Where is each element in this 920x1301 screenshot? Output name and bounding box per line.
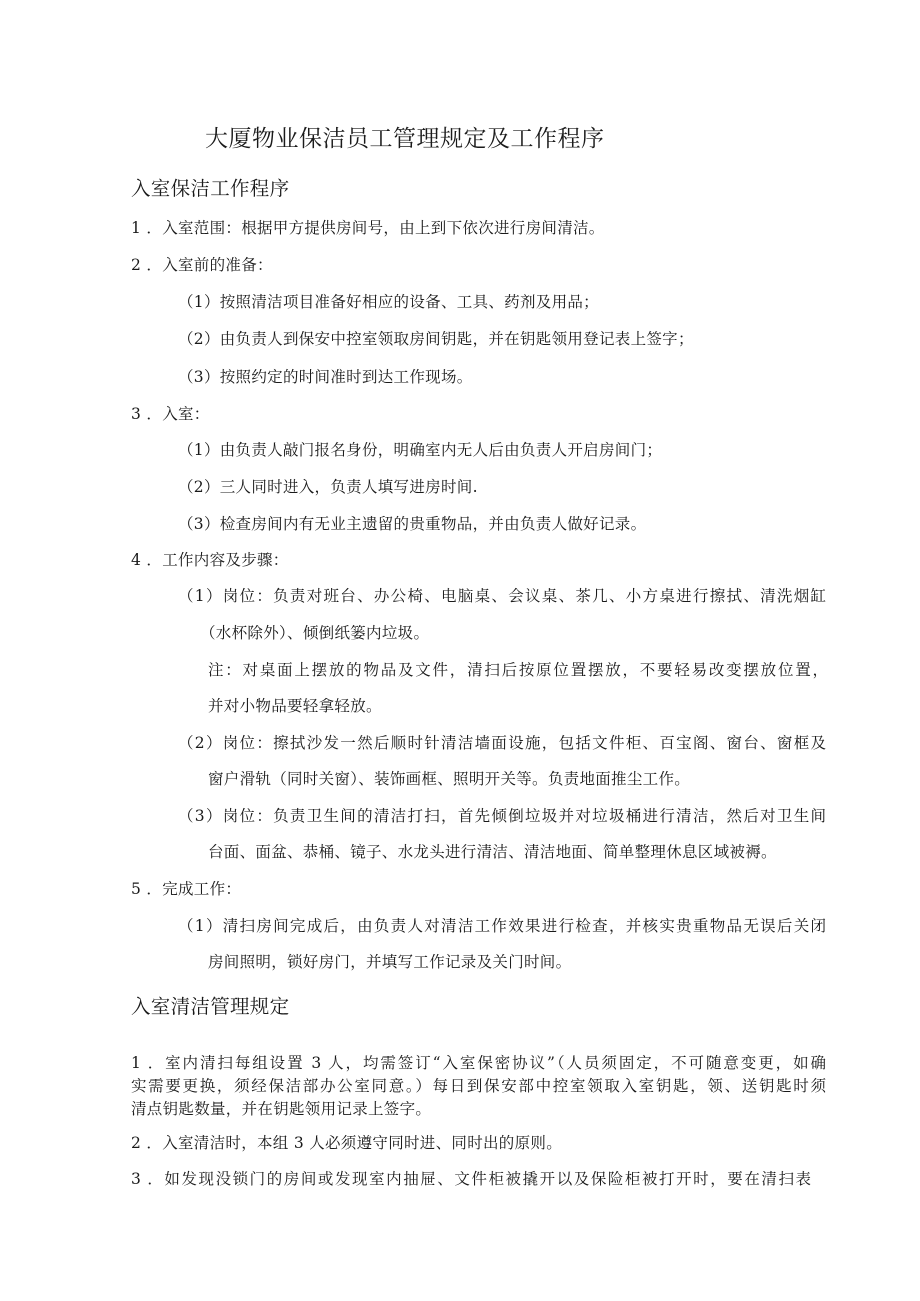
document-title: 大厦物业保洁员工管理规定及工作程序 — [205, 126, 605, 152]
rule-item-3-line1: 3 ．如发现没锁门的房间或发现室内抽屉、文件柜被撬开以及保险柜被打开时，要在清扫表 — [131, 1170, 811, 1188]
procedure-item-4-2-line2: 窗户滑轨（同时关窗）、装饰画框、照明开关等。负责地面推尘工作。 — [208, 770, 691, 788]
procedure-item-2-3: （3）按照约定的时间准时到达工作现场。 — [178, 368, 473, 386]
procedure-item-3-2: （2）三人同时进入，负责人填写进房时间. — [178, 478, 478, 496]
procedure-item-4-1-line2: （水杯除外）、倾倒纸篓内垃圾。 — [200, 624, 430, 642]
procedure-item-4-3-line1: （3）岗位：负责卫生间的清洁打扫，首先倾倒垃圾并对垃圾桶进行清洁，然后对卫生间 — [178, 807, 826, 825]
procedure-item-5-1-line2: 房间照明，锁好房门，并填写工作记录及关门时间。 — [208, 953, 572, 971]
procedure-item-4-2-line1: （2）岗位：擦拭沙发一然后顺时针清洁墙面设施，包括文件柜、百宝阁、窗台、窗框及 — [178, 734, 826, 752]
rule-item-1-line1: 1 ．室内清扫每组设置 3 人，均需签订“入室保密协议”（人员须固定，不可随意变更，如确 — [131, 1054, 826, 1072]
procedure-item-2-1: （1）按照清洁项目准备好相应的设备、工具、药剂及用品； — [178, 293, 599, 311]
procedure-item-3-1: （1）由负责人敲门报名身份，明确室内无人后由负责人开启房间门； — [178, 441, 663, 459]
procedure-item-2: 2 ．入室前的准备： — [131, 256, 273, 274]
rule-item-1-line3: 清点钥匙数量，并在钥匙领用记录上签字。 — [131, 1100, 432, 1118]
procedure-item-5-1-line1: （1）清扫房间完成后，由负责人对清洁工作效果进行检查，并核实贵重物品无误后关闭 — [178, 917, 826, 935]
procedure-item-4-3-line2: 台面、面盆、恭桶、镜子、水龙头进行清洁、清洁地面、简单整理休息区域被褥。 — [208, 843, 777, 861]
section-heading-cleaning-procedure: 入室保洁工作程序 — [131, 177, 290, 200]
procedure-item-4-note-line2: 并对小物品要轻拿轻放。 — [208, 697, 382, 715]
procedure-item-3: 3 ．入室： — [131, 405, 210, 423]
procedure-item-1: 1 ．入室范围：根据甲方提供房间号，由上到下依次进行房间清洁。 — [131, 219, 605, 237]
procedure-item-4-note-line1: 注：对桌面上摆放的物品及文件，清扫后按原位置摆放，不要轻易改变摆放位置， — [208, 661, 828, 679]
procedure-item-3-3: （3）检查房间内有无业主遗留的贵重物品，并由负责人做好记录。 — [178, 515, 647, 533]
rule-item-1-line2: 实需要更换，须经保洁部办公室同意。）每日到保安部中控室领取入室钥匙，领、送钥匙时须 — [131, 1077, 826, 1095]
procedure-item-5: 5 ．完成工作： — [131, 880, 242, 898]
rule-item-2: 2 ．入室清洁时，本组 3 人必须遵守同时进、同时出的原则。 — [131, 1134, 563, 1152]
procedure-item-4: 4 ．工作内容及步骤： — [131, 551, 289, 569]
procedure-item-4-1-line1: （1）岗位：负责对班台、办公椅、电脑桌、会议桌、茶几、小方桌进行擦拭、清洗烟缸 — [178, 587, 826, 605]
section-heading-management-rules: 入室清洁管理规定 — [131, 995, 290, 1018]
procedure-item-2-2: （2）由负责人到保安中控室领取房间钥匙，并在钥匙领用登记表上签字； — [178, 330, 694, 348]
